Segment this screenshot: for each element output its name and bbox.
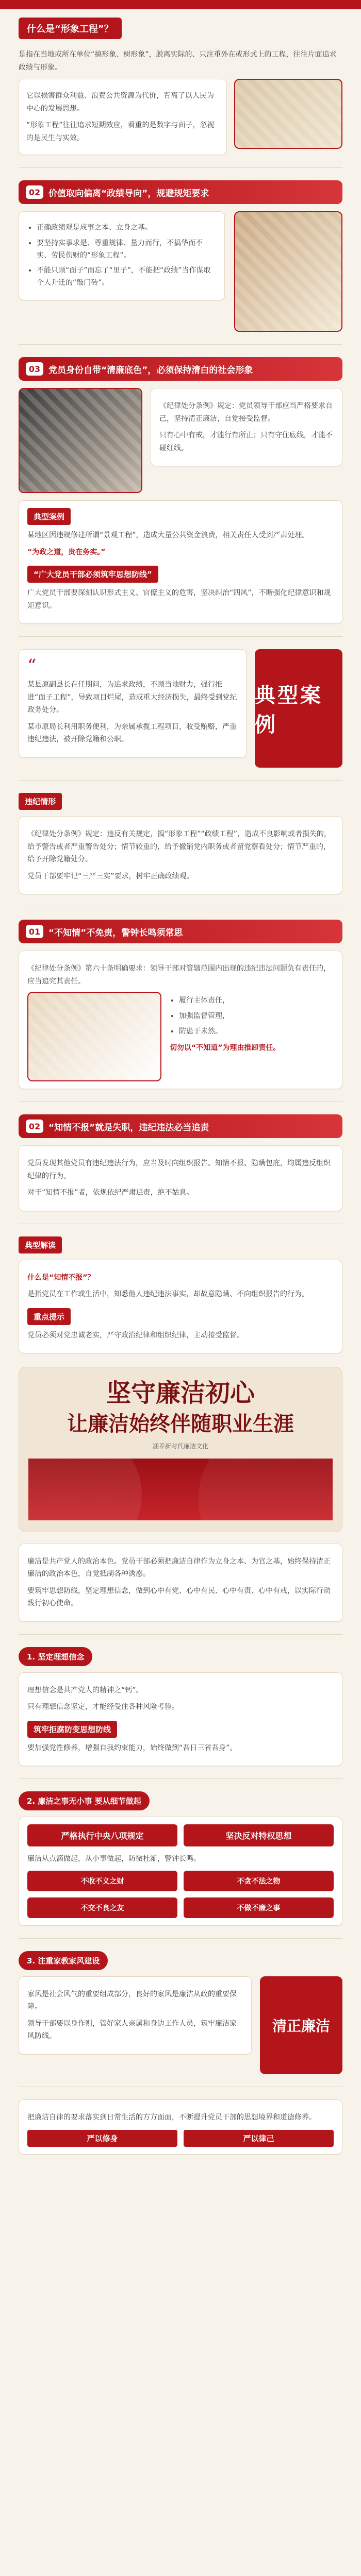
divider-2	[19, 344, 342, 345]
closing-left: 严以修身	[27, 2130, 177, 2147]
s3-stamp-wrap	[260, 1976, 342, 2074]
section-05-bullet: • 防患于未然。	[179, 1026, 334, 1038]
section-02-list	[27, 222, 216, 290]
knowledge-tag: 典型解读	[19, 1236, 62, 1253]
section-05-paragraph-1: 《纪律处分条例》第六十条明确要求：领导干部对管辖范围内出现的违纪违法问题负有责任的，应当追究其责任。	[27, 964, 331, 986]
intro-left	[19, 79, 227, 155]
section-03-card	[151, 388, 342, 466]
section-05-badge: 01	[26, 925, 43, 938]
s2-tag: 2. 廉洁之事无小事 要从细节做起	[19, 1791, 150, 1810]
section-05-title: “不知情”不免责，警钟长鸣须常思	[48, 927, 183, 938]
banner	[0, 1367, 361, 1532]
s2	[0, 1791, 361, 1926]
closing-right: 严以律己	[184, 2130, 334, 2147]
divider-10	[19, 1938, 342, 1939]
knowledge-tag-2: 重点提示	[27, 1308, 71, 1325]
section-06-paragraph-2: 对于“知情不报”者，依规依纪严肃追责，绝不姑息。	[27, 1189, 194, 1197]
knowledge-paragraph: 是指党员在工作或生活中，知悉他人违纪违法事实，却故意隐瞒、不向组织报告的行为。	[27, 1290, 309, 1298]
section-02-bullet: • 不能只顾“面子”而忘了“里子”，不能把“政绩”当作谋取个人升迁的“敲门砖”。	[37, 265, 216, 290]
s3-card	[19, 1976, 252, 2055]
s2-right: 坚决反对特权思想	[184, 1824, 334, 1846]
section-03	[0, 357, 361, 624]
divider-6	[19, 1101, 342, 1102]
divider-1	[19, 167, 342, 168]
s2-paragraph: 廉洁从点滴做起，从小事做起，防微杜渐，警钟长鸣。	[27, 1855, 201, 1863]
s3-row	[19, 1976, 342, 2074]
intro-image	[234, 79, 342, 149]
knowledge-paragraph-2: 党员必须对党忠诚老实，严守政治纪律和组织纪律，主动接受监督。	[27, 1331, 244, 1340]
cases-stamp	[255, 649, 342, 768]
cases-card	[19, 649, 247, 758]
body-section	[0, 1544, 361, 1622]
section-03-badge: 03	[26, 362, 43, 376]
case-box-paragraph-2: 广大党员干部要深刻认识形式主义、官僚主义的危害，坚决纠治“四风”，不断强化纪律意识和规矩意识。	[27, 589, 331, 610]
section-02-image	[234, 211, 342, 332]
case-box	[19, 500, 342, 624]
body-card	[19, 1544, 342, 1622]
intro-paragraph-2: 它以损害群众利益、浪费公共资源为代价，背离了以人民为中心的发展思想。	[26, 92, 214, 113]
section-03-ribbon	[19, 357, 342, 381]
s3-tag: 3. 注重家教家风建设	[19, 1951, 108, 1970]
section-05-ribbon	[19, 920, 342, 943]
divider-4	[19, 780, 342, 781]
s2-item: 不交不良之友	[27, 1897, 177, 1918]
intro-card	[19, 79, 227, 155]
section-02-card	[19, 211, 225, 300]
section-02-badge: 02	[26, 185, 43, 199]
section-02-bullet: • 正确政绩观是成事之本、立身之基。	[37, 222, 216, 234]
cases-row	[19, 649, 342, 768]
divider-3	[19, 636, 342, 637]
section-02-text	[19, 211, 225, 300]
section-05-image	[27, 992, 161, 1081]
section-02-figure	[234, 211, 342, 332]
cases-right	[255, 649, 342, 768]
cases-paragraph-1: 某县原副县长在任期间，为追求政绩，不顾当地财力，强行推进“面子工程”，导致项目烂尾，造成重大经济损失，最终受到党纪政务处分。	[27, 681, 237, 714]
section-04-card	[19, 816, 342, 894]
intro-paragraph-3: “形象工程”往往追求短期效应，看重的是数字与面子，忽视的是民生与实效。	[26, 121, 215, 142]
closing-paragraph: 把廉洁自律的要求落实到日常生活的方方面面，不断提升党员干部的思想境界和道德修养。	[27, 2113, 316, 2122]
knowledge-question: 什么是“知情不报”？	[27, 1273, 95, 1282]
body-paragraph-1: 廉洁是共产党人的政治本色。党员干部必须把廉洁自律作为立身之本、为官之基，始终保持清正廉洁的政治本色，自觉抵制各种诱惑。	[27, 1557, 331, 1579]
section-02-title: 价值取向偏离“政绩导向”，规避规矩要求	[48, 188, 209, 199]
case-box-quote: “为政之道，贵在务实。”	[27, 548, 106, 556]
section-06-badge: 02	[26, 1120, 43, 1133]
banner-subtitle: 涵养新时代廉洁文化	[152, 1442, 208, 1450]
section-05-card	[19, 951, 342, 1089]
section-03-image	[19, 388, 142, 493]
section-03-paragraph-1: 《纪律处分条例》规定：党员领导干部应当严格要求自己，坚持清正廉洁，自觉接受监督。	[159, 402, 333, 423]
s1-paragraph-1: 理想信念是共产党人的精神之“钙”。	[27, 1686, 143, 1694]
closing-row	[27, 2130, 334, 2147]
intro-section	[0, 0, 361, 155]
section-06	[0, 1114, 361, 1211]
quote-icon: “	[27, 655, 37, 676]
s2-card	[19, 1817, 342, 1926]
section-04-paragraph-2: 党员干部要牢记“三严三实”要求，树牢正确政绩观。	[27, 872, 194, 880]
section-05-row	[27, 992, 334, 1081]
section-06-card	[19, 1145, 342, 1211]
divider-9	[19, 1778, 342, 1779]
knowledge-section	[0, 1236, 361, 1354]
section-05-note: 切勿以“不知道”为理由推卸责任。	[170, 1044, 281, 1053]
s1-tag: 1. 坚定理想信念	[19, 1647, 92, 1666]
intro-question-title: 什么是“形象工程”？	[19, 18, 122, 39]
section-02	[0, 180, 361, 332]
knowledge-card	[19, 1260, 342, 1354]
case-box-tag: 典型案例	[27, 508, 71, 525]
closing	[0, 2099, 361, 2155]
section-02-bullet: • 要坚持实事求是、尊重规律、量力而行，不搞华而不实、劳民伤财的“形象工程”。	[37, 238, 216, 262]
cases-left	[19, 649, 247, 758]
section-06-title: “知情不报”就是失职，违纪违法必当追责	[48, 1122, 209, 1133]
section-04-paragraph-1: 《纪律处分条例》规定：违反有关规定，搞“形象工程”“政绩工程”，造成不良影响或者损失的，给予警告或者严重警告处分；情节较重的，给予撤销党内职务或者留党察看处分；情节严重的，给予开除党籍处分。	[27, 830, 332, 863]
section-02-row	[19, 211, 342, 332]
section-05	[0, 920, 361, 1089]
banner-red-band	[28, 1459, 333, 1520]
banner-title-1: 坚守廉洁初心	[106, 1379, 255, 1408]
closing-card	[19, 2099, 342, 2155]
intro-row	[19, 79, 342, 155]
s1-card	[19, 1672, 342, 1767]
section-04-tag: 违纪情形	[19, 793, 62, 810]
section-02-ribbon	[19, 180, 342, 204]
section-03-paragraph-2: 只有心中有戒，才能行有所止；只有守住底线，才能不碰红线。	[159, 431, 333, 452]
s3-paragraph-1: 家风是社会风气的重要组成部分，良好的家风是廉洁从政的重要保障。	[27, 1990, 237, 2011]
banner-title-2: 让廉洁始终伴随职业生涯	[67, 1411, 294, 1436]
s3-paragraph-2: 领导干部要以身作则，管好家人亲属和身边工作人员，筑牢廉洁家风防线。	[27, 2019, 237, 2041]
s3-stamp-text: 清正廉洁	[272, 2017, 330, 2035]
divider-8	[19, 1634, 342, 1635]
body-paragraph-2: 要筑牢思想防线，坚定理想信念，做到心中有党、心中有民、心中有责、心中有戒，以实际行动践行初心使命。	[27, 1586, 331, 1608]
section-06-paragraph-1: 党员发现其他党员有违纪违法行为，应当及时向组织报告。知情不报、隐瞒包庇，均属违反组织纪律的行为。	[27, 1159, 331, 1180]
section-06-ribbon	[19, 1114, 342, 1138]
s1-paragraph-3: 要加强党性修养，增强自我约束能力，始终做到“吾日三省吾身”。	[27, 1743, 237, 1752]
case-box-paragraph: 某地区因违规修建所谓“景观工程”，造成大量公共资金浪费，相关责任人受到严肃处理。	[27, 531, 309, 539]
s1	[0, 1647, 361, 1767]
s2-left: 严格执行中央八项规定	[27, 1824, 177, 1846]
section-05-bullets-wrap	[170, 992, 334, 1059]
s3-stamp	[260, 1976, 342, 2074]
s2-item: 不做不廉之事	[184, 1897, 334, 1918]
s1-tag-2: 筑牢拒腐防变思想防线	[27, 1721, 117, 1738]
section-03-title: 党员身份自带“清廉底色”，必须保持清白的社会形象	[48, 365, 253, 376]
banner-card	[19, 1367, 342, 1532]
section-05-bullets	[170, 995, 334, 1038]
section-04	[0, 793, 361, 894]
cases-section	[0, 649, 361, 768]
intro-paragraph-1: 是指在当地或所在单位“搞形象、树形象”，脱离实际的、只注重外在或形式上的工程，往往片面追求政绩与形象。	[19, 50, 337, 72]
s2-two-col	[27, 1824, 334, 1846]
s2-items	[27, 1871, 334, 1918]
intro-illustration	[234, 79, 342, 149]
s2-item: 不贪不法之物	[184, 1871, 334, 1891]
s3	[0, 1951, 361, 2074]
section-03-grid	[19, 388, 342, 493]
cases-paragraph-2: 某市原局长利用职务便利，为亲属承揽工程项目，收受贿赂，严重违纪违法，被开除党籍和公职。	[27, 722, 237, 743]
section-05-bullet: • 履行主体责任，	[179, 995, 334, 1007]
cases-stamp-text: 典型案例	[255, 683, 323, 737]
case-box-tag-2: “广大党员干部必须筑牢思想防线”	[27, 566, 158, 583]
s2-item: 不收不义之财	[27, 1871, 177, 1891]
section-05-bullet: • 加强监督管理，	[179, 1010, 334, 1023]
s1-paragraph-2: 只有理想信念坚定，才能经受住各种风险考验。	[27, 1703, 179, 1711]
section-05-image-wrap	[27, 992, 161, 1081]
